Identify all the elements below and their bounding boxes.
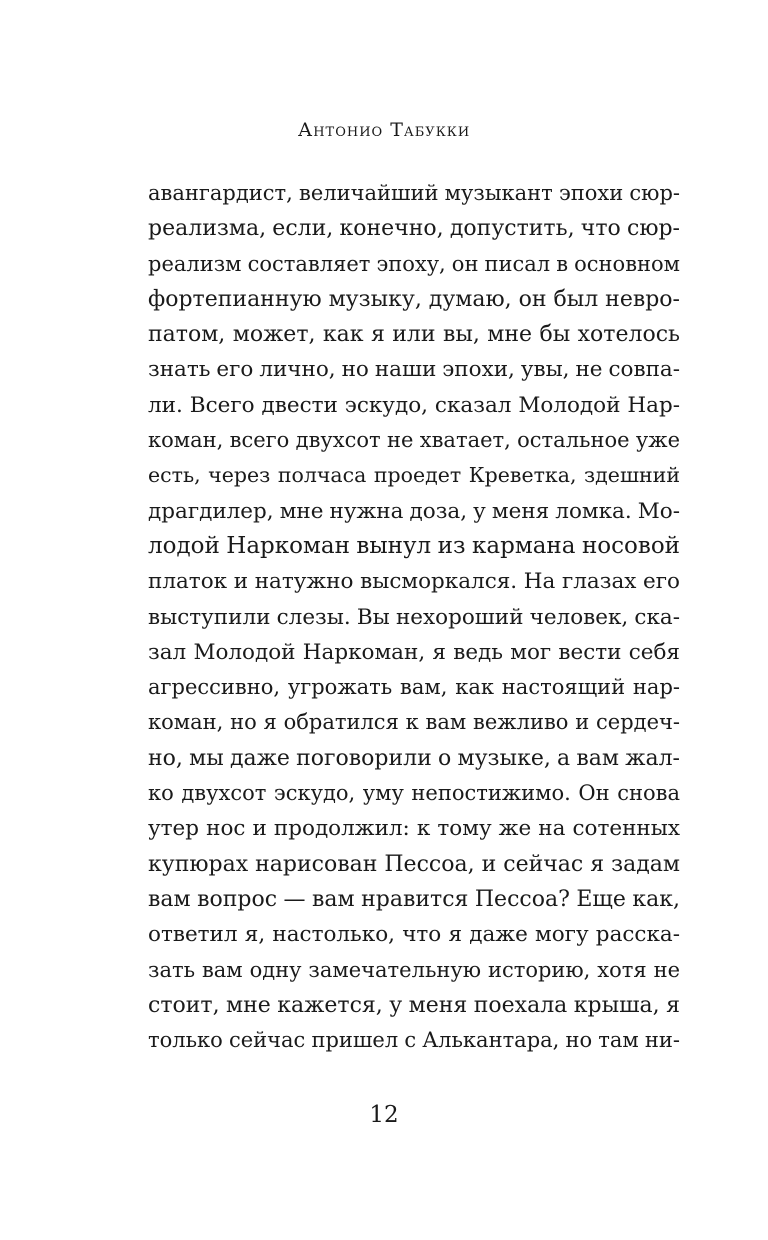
text-line: знать его лично, но наши эпохи, увы, не совпа-: [148, 357, 680, 383]
text-line: вам вопрос — вам нравится Пессоа? Еще как,: [148, 886, 680, 912]
text-line: ли. Всего двести эскудо, сказал Молодой Нар-: [148, 392, 680, 418]
text-line: есть, через полчаса проедет Креветка, здешний: [148, 463, 680, 488]
text-line: выступили слезы. Вы нехороший человек, ска-: [148, 604, 680, 630]
text-line: ответил я, настолько, что я даже могу расска-: [148, 922, 680, 948]
text-line: платок и натужно высморкался. На глазах его: [148, 569, 680, 595]
text-line: коман, но я обратился к вам вежливо и сердеч-: [148, 710, 680, 735]
text-line: зать вам одну замечательную историю, хотя не: [148, 957, 680, 982]
text-line: реализм составляет эпоху, он писал в основном: [148, 251, 680, 276]
text-line: только сейчас пришел с Алькантара, но там ни-: [148, 1028, 680, 1053]
text-line: лодой Наркоман вынул из кармана носовой: [148, 532, 680, 559]
text-line: агрессивно, угрожать вам, как настоящий нар-: [148, 675, 680, 700]
text-line: патом, может, как я или вы, мне бы хотелось: [148, 322, 680, 348]
page-number: 12: [369, 1102, 399, 1128]
text-line: зал Молодой Наркоман, я ведь мог вести себя: [148, 639, 680, 665]
text-line: утер нос и продолжил: к тому же на сотенных: [148, 816, 680, 842]
text-line: авангардист, величайший музыкант эпохи сюр-: [148, 181, 680, 205]
text-line: реализма, если, конечно, допустить, что сюр-: [148, 216, 680, 242]
text-line: фортепианную музыку, думаю, он был невро-: [148, 286, 680, 312]
text-line: коман, всего двухсот не хватает, остальное уже: [148, 428, 680, 453]
text-line: ко двухсот эскудо, уму непостижимо. Он снова: [148, 781, 680, 806]
text-line: но, мы даже поговорили о музыке, а вам жал-: [148, 745, 680, 771]
text-line: драгдилер, мне нужна доза, у меня ломка. Мо-: [148, 498, 680, 524]
running-head: Антонио Табукки: [297, 119, 471, 141]
text-line: купюрах нарисован Пессоа, и сейчас я задам: [148, 851, 680, 877]
text-line: стоит, мне кажется, у меня поехала крыша, я: [148, 992, 680, 1018]
body-text: [148, 176, 680, 1058]
